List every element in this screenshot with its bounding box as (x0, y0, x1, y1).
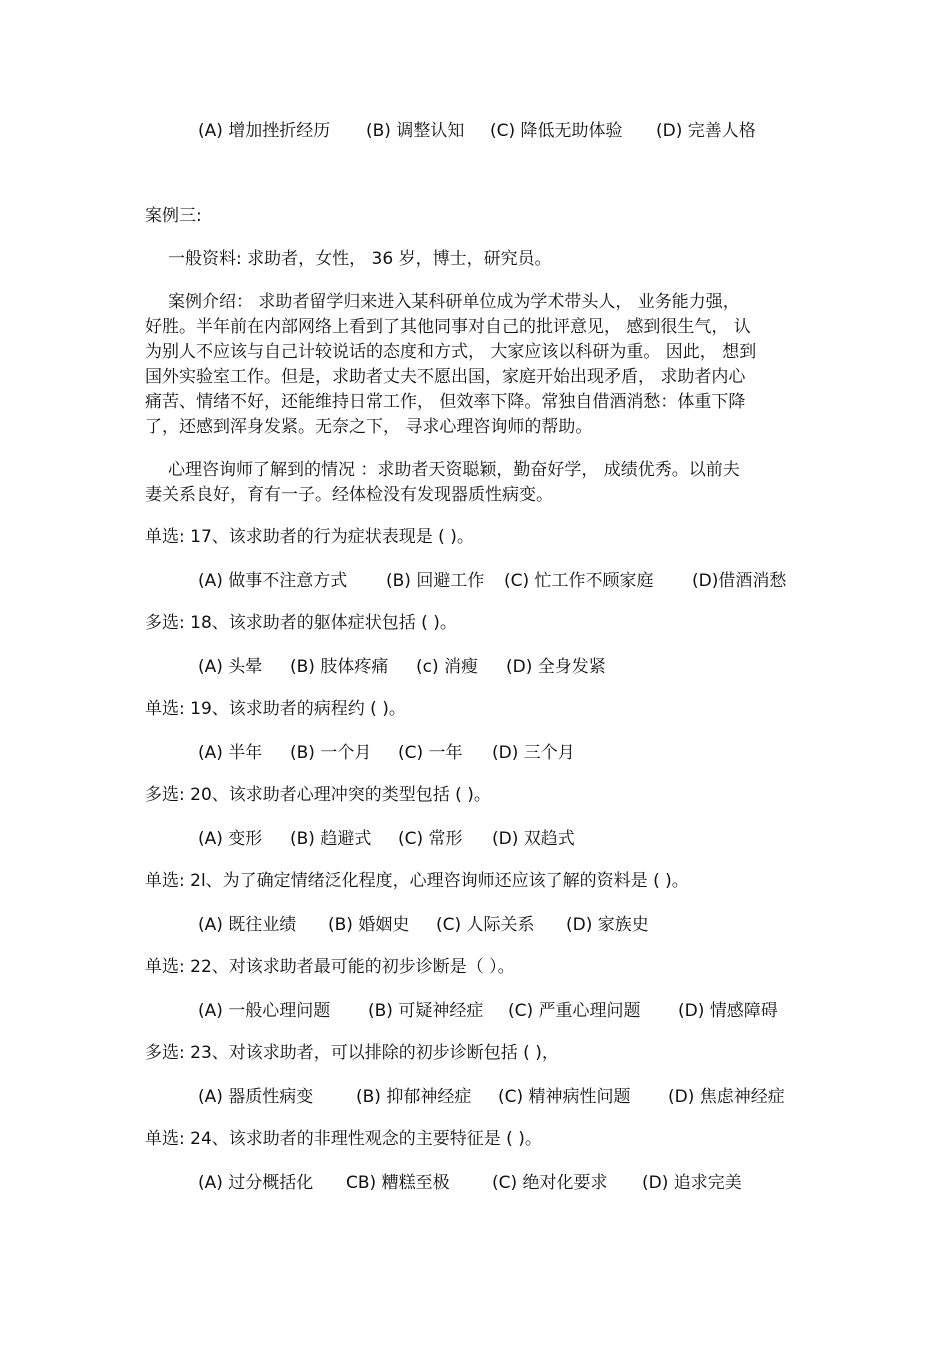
intro-line-2: 好胜。半年前在内部网络上看到了其他同事对自己的批评意见， 感到很生气， 认 (145, 317, 751, 337)
question-18-option-d: (D) 全身发紧 (506, 657, 606, 677)
question-17-option-b: (B) 回避工作 (386, 571, 485, 591)
question-20-option-a: (A) 变形 (198, 829, 263, 849)
intro-line-3: 为别人不应该与自己计较说话的态度和方式， 大家应该以科研为重。 因此， 想到 (145, 342, 757, 362)
question-20-option-d: (D) 双趋式 (492, 829, 575, 849)
question-21-stem: 单选: 2l、为了确定情绪泛化程度，心理咨询师还应该了解的资料是 ( )。 (145, 871, 689, 891)
question-23-option-d: (D) 焦虑神经症 (668, 1087, 785, 1107)
question-18-option-b: (B) 肢体疼痛 (290, 657, 389, 677)
question-23-option-a: (A) 器质性病变 (198, 1087, 314, 1107)
top-option-d: (D) 完善人格 (656, 121, 756, 141)
top-option-c: (C) 降低无助体验 (490, 121, 623, 141)
question-21-option-d: (D) 家族史 (566, 915, 649, 935)
intro-line-6: 了，还感到浑身发紧。无奈之下， 寻求心理咨询师的帮助。 (145, 417, 593, 437)
question-21-option-a: (A) 既往业绩 (198, 915, 297, 935)
question-21-option-b: (B) 婚姻史 (328, 915, 410, 935)
question-20-option-b: (B) 趋避式 (290, 829, 372, 849)
question-23-option-b: (B) 抑郁神经症 (356, 1087, 472, 1107)
question-19-stem: 单选: 19、该求助者的病程约 ( )。 (145, 699, 406, 719)
question-19-option-a: (A) 半年 (198, 743, 263, 763)
question-17-option-a: (A) 做事不注意方式 (198, 571, 348, 591)
general-info: 一般资料: 求助者，女性， 36 岁，博士，研究员。 (168, 249, 552, 269)
question-23-stem: 多选: 23、对该求助者，可以排除的初步诊断包括 ( )， (145, 1043, 559, 1063)
intro-line-4: 国外实验室工作。但是，求助者丈夫不愿出国，家庭开始出现矛盾， 求助者内心 (145, 367, 746, 387)
question-19-option-c: (C) 一年 (398, 743, 463, 763)
findings-line-2: 妻关系良好，育有一子。经体检没有发现器质性病变。 (145, 485, 553, 505)
question-21-option-c: (C) 人际关系 (436, 915, 535, 935)
question-24-option-d: (D) 追求完美 (642, 1173, 742, 1193)
intro-line-1: 案例介绍： 求助者留学归来进入某科研单位成为学术带头人， 业务能力强， (168, 292, 740, 312)
question-22-option-b: (B) 可疑神经症 (368, 1001, 484, 1021)
question-17-stem: 单选: 17、该求助者的行为症状表现是 ( )。 (145, 527, 474, 547)
question-24-option-b: CB) 糟糕至极 (346, 1173, 450, 1193)
question-22-stem: 单选: 22、对该求助者最可能的初步诊断是（ ）。 (145, 957, 515, 977)
question-18-option-c: (c) 消瘦 (416, 657, 479, 677)
question-17-option-d: (D)借酒消愁 (692, 571, 787, 591)
top-option-b: (B) 调整认知 (366, 121, 465, 141)
top-option-a: (A) 增加挫折经历 (198, 121, 331, 141)
question-24-option-c: (C) 绝对化要求 (492, 1173, 608, 1193)
question-20-stem: 多选: 20、该求助者心理冲突的类型包括 ( )。 (145, 785, 491, 805)
case-title: 案例三: (145, 206, 202, 226)
question-23-option-c: (C) 精神病性问题 (498, 1087, 631, 1107)
findings-line-1: 心理咨询师了解到的情况 ：求助者天资聪颖，勤奋好学， 成绩优秀。以前夫 (168, 460, 740, 480)
question-22-option-a: (A) 一般心理问题 (198, 1001, 331, 1021)
question-18-stem: 多选: 18、该求助者的躯体症状包括 ( )。 (145, 613, 457, 633)
question-18-option-a: (A) 头晕 (198, 657, 263, 677)
question-19-option-d: (D) 三个月 (492, 743, 575, 763)
question-19-option-b: (B) 一个月 (290, 743, 372, 763)
question-20-option-c: (C) 常形 (398, 829, 463, 849)
question-22-option-d: (D) 情感障碍 (678, 1001, 778, 1021)
question-24-option-a: (A) 过分概括化 (198, 1173, 314, 1193)
question-17-option-c: (C) 忙工作不顾家庭 (504, 571, 654, 591)
intro-line-5: 痛苦、情绪不好，还能维持日常工作， 但效率下降。常独自借酒消愁：体重下降 (145, 392, 746, 412)
question-22-option-c: (C) 严重心理问题 (508, 1001, 641, 1021)
question-24-stem: 单选: 24、该求助者的非理性观念的主要特征是 ( )。 (145, 1129, 542, 1149)
